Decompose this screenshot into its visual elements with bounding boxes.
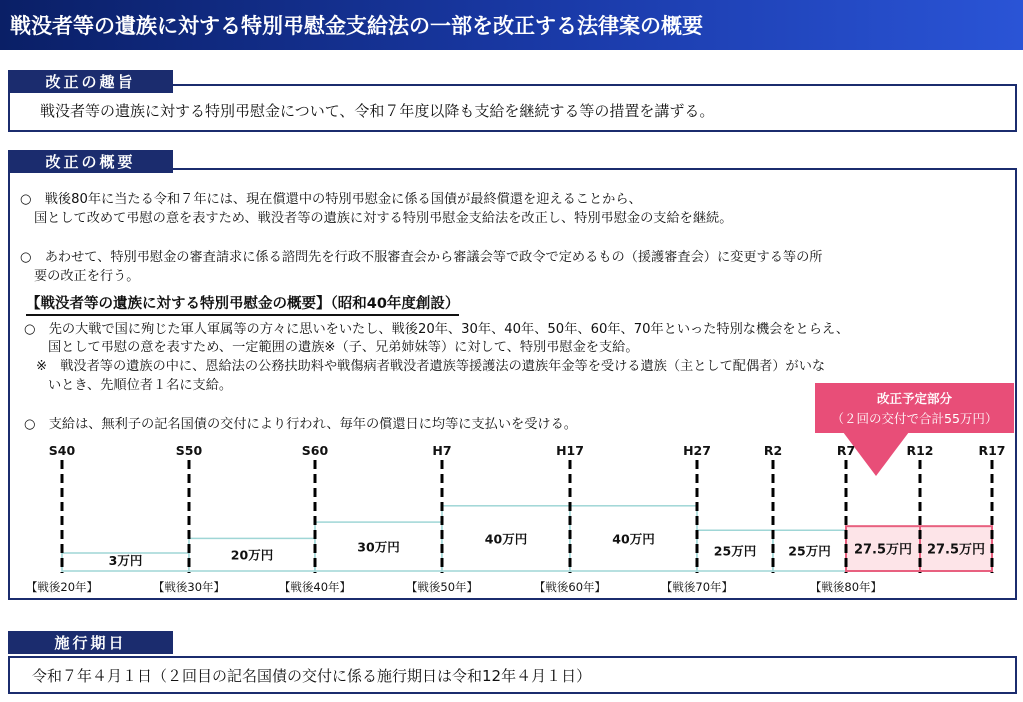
title-bar: [0, 0, 1023, 50]
callout-subtitle: （２回の交付で合計55万円）: [831, 411, 998, 426]
overview-para1-line2: 国として改めて弔慰の意を表すため、戦没者等の遺族に対する特別弔慰金支給法を改正し、特別弔慰金の支給を継続。: [34, 211, 733, 226]
period-label-1: 【戦後30年】: [152, 580, 226, 594]
marker-label-0: S40: [48, 443, 76, 458]
marker-label-2: S60: [301, 443, 329, 458]
overview-para1-line1: ○ 戦後80年に当たる令和７年には、現在償還中の特別弔慰金に係る国債が最終償還を迎えることから、: [20, 192, 642, 207]
note-line1: ※ 戦没者等の遺族の中に、恩給法の公務扶助料や戦傷病者戦没者遺族等援護法の遺族年金等を受ける遺族（主として配偶者）がいな: [36, 359, 826, 374]
bar-label-5: 25万円: [713, 543, 757, 559]
overview-para2-line2: 要の改正を行う。: [34, 269, 140, 284]
marker-label-3: H7: [432, 443, 452, 458]
overview-tab: 改正の概要: [8, 150, 173, 173]
period-label-2: 【戦後40年】: [278, 580, 352, 594]
page-title: 戦没者等の遺族に対する特別弔慰金支給法の一部を改正する法律案の概要: [10, 14, 703, 38]
bar-label-8: 27.5万円: [926, 542, 986, 558]
period-label-0: 【戦後20年】: [25, 580, 99, 594]
marker-label-4: H17: [556, 443, 584, 458]
marker-label-5: H27: [683, 443, 711, 458]
item1-line1: ○ 先の大戦で国に殉じた軍人軍属等の方々に思いをいたし、戦後20年、30年、40年、50年、60年、70年といった特別な機会をとらえ、: [24, 322, 850, 337]
bar-label-1: 20万円: [230, 547, 274, 563]
callout-title: 改正予定部分: [876, 391, 952, 406]
bar-label-7: 27.5万円: [853, 542, 913, 558]
amendment-callout: [815, 383, 1014, 433]
marker-label-6: R2: [763, 443, 783, 458]
bar-label-4: 40万円: [612, 531, 655, 547]
item1-line2: 国として弔慰の意を表すため、一定範囲の遺族※（子、兄弟姉妹等）に対して、特別弔慰金を支給。: [48, 340, 639, 355]
marker-label-9: R17: [978, 443, 1006, 458]
purpose-tab: 改正の趣旨: [8, 70, 173, 93]
bar-label-2: 30万円: [357, 539, 400, 555]
marker-label-8: R12: [906, 443, 934, 458]
bar-label-6: 25万円: [788, 543, 831, 559]
period-label-3: 【戦後50年】: [405, 580, 479, 594]
subsection-heading: 【戦没者等の遺族に対する特別弔慰金の概要】（昭和40年度創設）: [26, 292, 459, 316]
period-label-5: 【戦後70年】: [660, 580, 734, 594]
period-label-4: 【戦後60年】: [533, 580, 607, 594]
bar-label-3: 40万円: [484, 531, 528, 547]
effective-text: 令和７年４月１日（２回目の記名国債の交付に係る施行期日は令和12年４月１日）: [32, 667, 592, 685]
overview-para2-line1: ○ あわせて、特別弔慰金の審査請求に係る諮問先を行政不服審査会から審議会等で政令で定めるもの（援護審査会）に変更する等の所: [20, 250, 823, 265]
purpose-text: 戦没者等の遺族に対する特別弔慰金について、令和７年度以降も支給を継続する等の措置を講ずる。: [40, 102, 715, 120]
timeline-chart: [0, 440, 1023, 600]
note-line2: いとき、先順位者１名に支給。: [48, 378, 233, 393]
period-label-6: 【戦後80年】: [809, 580, 883, 594]
marker-label-1: S50: [175, 443, 203, 458]
marker-label-7: R7: [836, 443, 856, 458]
effective-tab: 施行期日: [8, 631, 173, 654]
item2-text: ○ 支給は、無利子の記名国債の交付により行われ、毎年の償還日に均等に支払いを受ける。: [24, 417, 577, 432]
bar-label-0: 3万円: [108, 553, 143, 568]
